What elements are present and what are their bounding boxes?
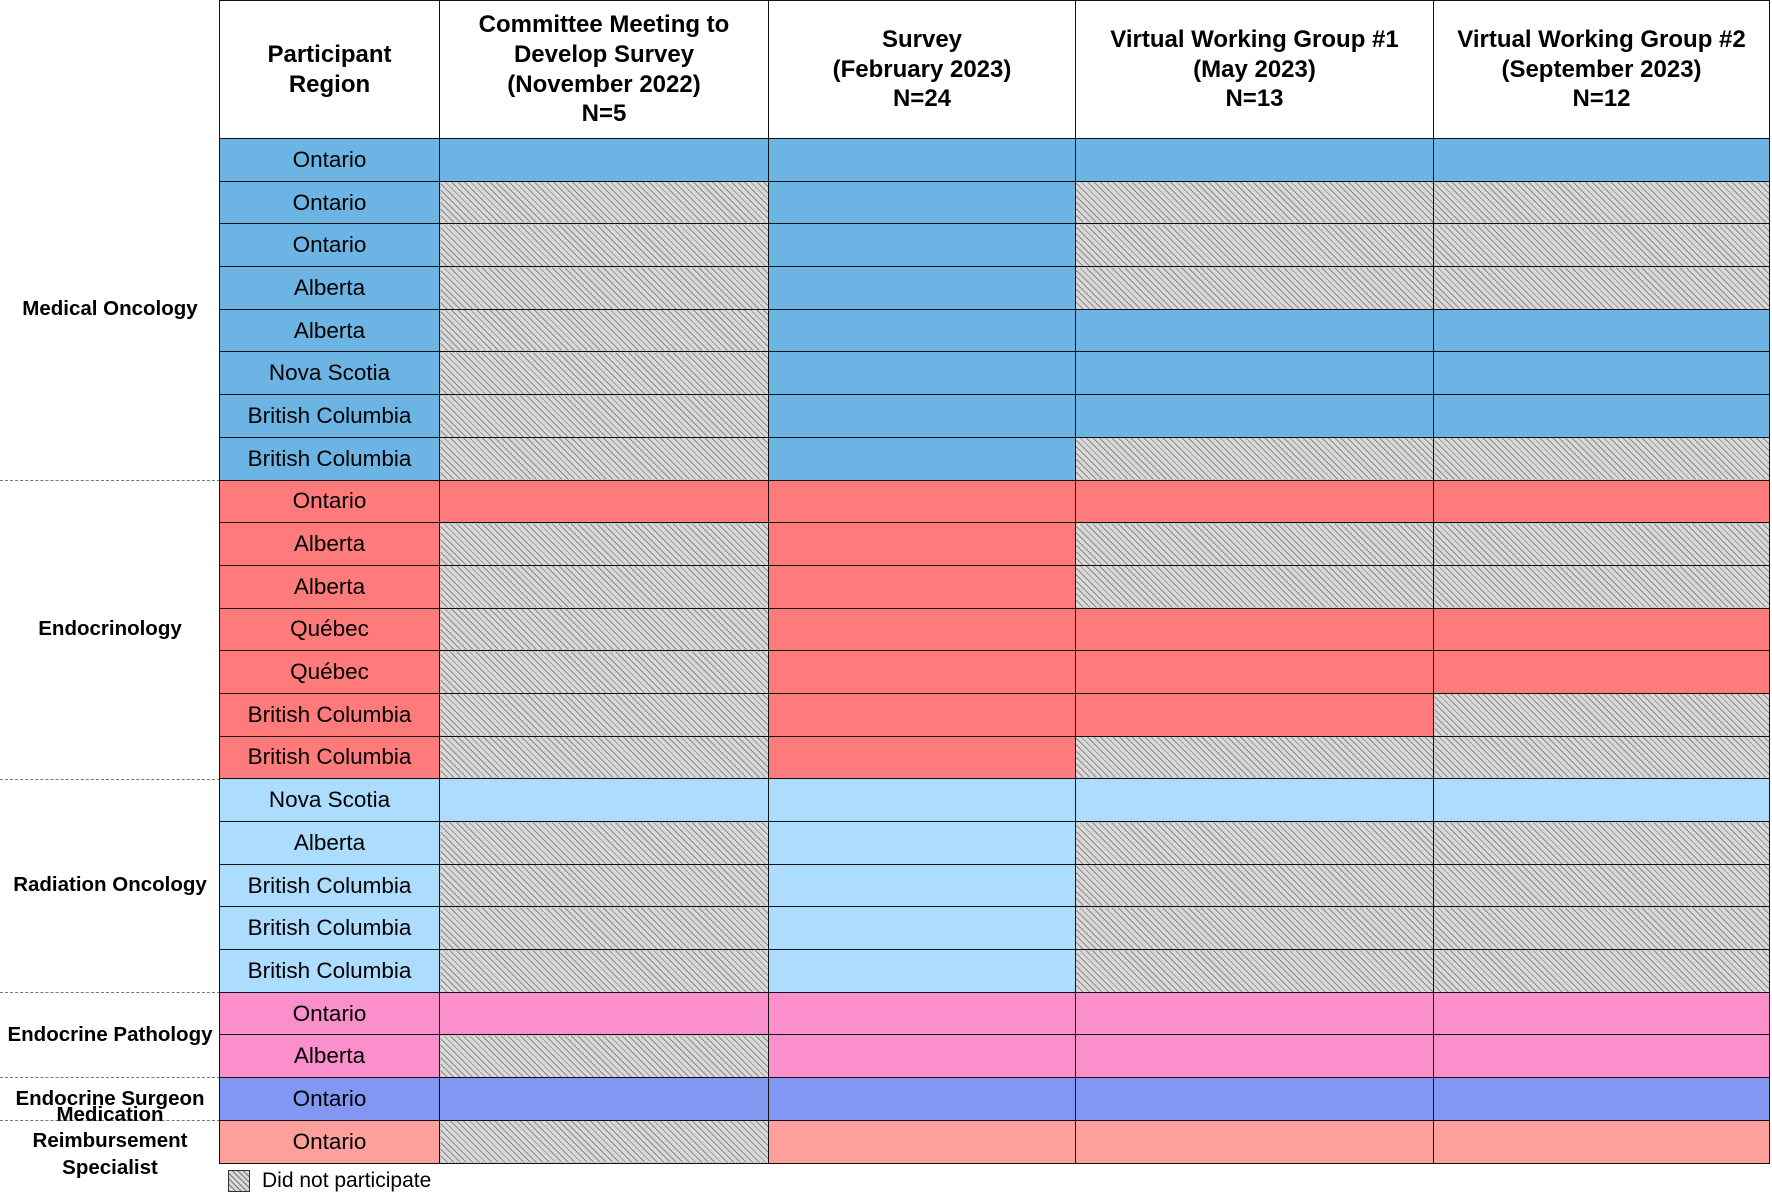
header-committee-meeting: Committee Meeting to Develop Survey (November 2022) N=5 (440, 1, 769, 139)
table-row (220, 1078, 1770, 1121)
region-cell: Alberta (220, 822, 440, 865)
table-row (220, 352, 1770, 395)
participated-cell (1076, 395, 1434, 438)
did-not-participate-cell (440, 950, 769, 993)
participated-cell (440, 1078, 769, 1121)
table-row (220, 267, 1770, 310)
participated-cell (1076, 352, 1434, 395)
participated-cell (1434, 1035, 1770, 1078)
did-not-participate-cell (440, 907, 769, 950)
did-not-participate-cell (440, 651, 769, 694)
participated-cell (1434, 608, 1770, 651)
header-participant-region: Participant Region (220, 1, 440, 139)
table-row (220, 950, 1770, 993)
header-row (220, 1, 1770, 139)
participated-cell (1434, 139, 1770, 182)
participated-cell (1076, 309, 1434, 352)
table-row (220, 523, 1770, 566)
did-not-participate-cell (440, 565, 769, 608)
region-cell: British Columbia (220, 907, 440, 950)
participated-cell (440, 480, 769, 523)
table-row (220, 395, 1770, 438)
participated-cell (769, 907, 1076, 950)
participated-cell (1076, 608, 1434, 651)
region-cell: Québec (220, 608, 440, 651)
table-row (220, 480, 1770, 523)
did-not-participate-cell (440, 181, 769, 224)
participated-cell (769, 736, 1076, 779)
participated-cell (769, 224, 1076, 267)
did-not-participate-cell (1076, 822, 1434, 865)
participated-cell (1076, 992, 1434, 1035)
did-not-participate-cell (440, 437, 769, 480)
participated-cell (769, 437, 1076, 480)
table-row (220, 309, 1770, 352)
specialty-label: Medication Reimbursement Specialist (32, 1103, 188, 1179)
participated-cell (769, 992, 1076, 1035)
participated-cell (1076, 1078, 1434, 1121)
participated-cell (769, 309, 1076, 352)
participated-cell (1434, 779, 1770, 822)
participated-cell (769, 950, 1076, 993)
did-not-participate-cell (440, 523, 769, 566)
did-not-participate-cell (1434, 950, 1770, 993)
participated-cell (1076, 693, 1434, 736)
participated-cell (1434, 309, 1770, 352)
participated-cell (769, 608, 1076, 651)
did-not-participate-cell (1434, 736, 1770, 779)
did-not-participate-cell (1076, 224, 1434, 267)
region-cell: British Columbia (220, 693, 440, 736)
legend (228, 1168, 431, 1194)
table-row (220, 1120, 1770, 1163)
did-not-participate-cell (1434, 437, 1770, 480)
did-not-participate-cell (440, 864, 769, 907)
table-row (220, 736, 1770, 779)
participated-cell (769, 779, 1076, 822)
did-not-participate-cell (1434, 907, 1770, 950)
table-row (220, 992, 1770, 1035)
participated-cell (769, 693, 1076, 736)
participated-cell (769, 181, 1076, 224)
did-not-participate-cell (1076, 181, 1434, 224)
table-row (220, 608, 1770, 651)
region-cell: Québec (220, 651, 440, 694)
participated-cell (1076, 139, 1434, 182)
participated-cell (769, 1078, 1076, 1121)
table-row (220, 907, 1770, 950)
did-not-participate-cell (440, 608, 769, 651)
participated-cell (1434, 1120, 1770, 1163)
did-not-participate-cell (1076, 267, 1434, 310)
region-cell: Ontario (220, 992, 440, 1035)
participated-cell (769, 1035, 1076, 1078)
participated-cell (1434, 1078, 1770, 1121)
participated-cell (769, 1120, 1076, 1163)
did-not-participate-cell (440, 352, 769, 395)
region-cell: Alberta (220, 1035, 440, 1078)
region-cell: Ontario (220, 480, 440, 523)
table-row (220, 437, 1770, 480)
did-not-participate-cell (1434, 822, 1770, 865)
participated-cell (440, 779, 769, 822)
region-cell: British Columbia (220, 864, 440, 907)
region-cell: Ontario (220, 1120, 440, 1163)
participated-cell (1434, 651, 1770, 694)
did-not-participate-cell (1434, 693, 1770, 736)
legend-label: Did not participate (262, 1169, 432, 1192)
did-not-participate-cell (1434, 224, 1770, 267)
participated-cell (440, 992, 769, 1035)
participated-cell (440, 139, 769, 182)
participated-cell (1076, 651, 1434, 694)
region-cell: British Columbia (220, 395, 440, 438)
did-not-participate-cell (440, 267, 769, 310)
did-not-participate-cell (440, 736, 769, 779)
did-not-participate-cell (1076, 523, 1434, 566)
participated-cell (1076, 1120, 1434, 1163)
participated-cell (769, 267, 1076, 310)
region-cell: British Columbia (220, 950, 440, 993)
region-cell: Nova Scotia (220, 352, 440, 395)
participated-cell (769, 523, 1076, 566)
did-not-participate-cell (440, 1120, 769, 1163)
header-virtual-working-group-2: Virtual Working Group #2 (September 2023) N=12 (1434, 1, 1770, 139)
specialty-label: Radiation Oncology (13, 873, 207, 897)
matrix-body (220, 139, 1770, 1164)
did-not-participate-cell (440, 693, 769, 736)
participated-cell (769, 480, 1076, 523)
table-row (220, 651, 1770, 694)
region-cell: Ontario (220, 181, 440, 224)
participated-cell (769, 395, 1076, 438)
table-row (220, 822, 1770, 865)
table-row (220, 224, 1770, 267)
did-not-participate-cell (1434, 267, 1770, 310)
did-not-participate-cell (1434, 565, 1770, 608)
table-row (220, 864, 1770, 907)
region-cell: Ontario (220, 1078, 440, 1121)
did-not-participate-cell (440, 1035, 769, 1078)
participated-cell (1076, 480, 1434, 523)
region-cell: Ontario (220, 224, 440, 267)
did-not-participate-cell (1076, 736, 1434, 779)
region-cell: Alberta (220, 523, 440, 566)
region-cell: Alberta (220, 309, 440, 352)
table-row (220, 181, 1770, 224)
did-not-participate-cell (1076, 565, 1434, 608)
region-cell: Alberta (220, 565, 440, 608)
participated-cell (1434, 480, 1770, 523)
participated-cell (769, 139, 1076, 182)
legend-hatch-swatch (228, 1170, 250, 1192)
region-cell: Ontario (220, 139, 440, 182)
did-not-participate-cell (1076, 864, 1434, 907)
specialty-column (0, 0, 220, 1200)
did-not-participate-cell (1434, 864, 1770, 907)
region-cell: Nova Scotia (220, 779, 440, 822)
participation-matrix (219, 0, 1770, 1164)
participated-cell (769, 352, 1076, 395)
participated-cell (1434, 992, 1770, 1035)
header-survey: Survey (February 2023) N=24 (769, 1, 1076, 139)
region-cell: Alberta (220, 267, 440, 310)
did-not-participate-cell (1434, 523, 1770, 566)
region-cell: British Columbia (220, 736, 440, 779)
did-not-participate-cell (440, 309, 769, 352)
participated-cell (769, 822, 1076, 865)
region-cell: British Columbia (220, 437, 440, 480)
specialty-label: Endocrinology (38, 616, 182, 640)
did-not-participate-cell (440, 822, 769, 865)
participated-cell (1434, 352, 1770, 395)
participated-cell (769, 864, 1076, 907)
specialty-label: Endocrine Surgeon (15, 1086, 205, 1110)
header-virtual-working-group-1: Virtual Working Group #1 (May 2023) N=13 (1076, 1, 1434, 139)
table-row (220, 139, 1770, 182)
participated-cell (1076, 1035, 1434, 1078)
table-row (220, 693, 1770, 736)
did-not-participate-cell (440, 395, 769, 438)
specialty-label: Endocrine Pathology (7, 1022, 213, 1046)
table-row (220, 565, 1770, 608)
participated-cell (1434, 395, 1770, 438)
did-not-participate-cell (1076, 950, 1434, 993)
table-row (220, 1035, 1770, 1078)
did-not-participate-cell (1076, 907, 1434, 950)
participated-cell (769, 565, 1076, 608)
did-not-participate-cell (1434, 181, 1770, 224)
specialty-label: Medical Oncology (22, 296, 198, 320)
did-not-participate-cell (1076, 437, 1434, 480)
participated-cell (1076, 779, 1434, 822)
table-row (220, 779, 1770, 822)
participated-cell (769, 651, 1076, 694)
did-not-participate-cell (440, 224, 769, 267)
